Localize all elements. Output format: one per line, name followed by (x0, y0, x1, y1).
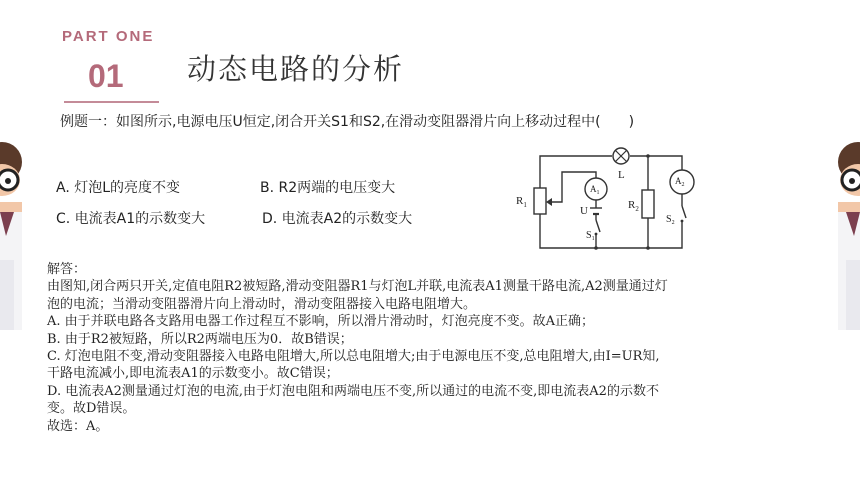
answer-line: B. 由于R2被短路，所以R2两端电压为0．故B错误； (47, 331, 353, 347)
part-number: 01 (88, 58, 124, 94)
switch-s1 (596, 220, 600, 232)
answer-line: 由图知,闭合两只开关,定值电阻R2被短路,滑动变阻器R1与灯泡L并联,电流表A1测量干路电流,A2测量通过灯 (47, 279, 668, 295)
label-s1: $S_1$ (586, 230, 595, 242)
answer-line: 干路电流减小,即电流表A1的示数变小。故C错误； (47, 366, 339, 382)
part-label: PART ONE (62, 28, 155, 45)
option-d: D. 电流表A2的示数变大 (262, 211, 413, 227)
answer-line: D. 电流表A2测量通过灯泡的电流,由于灯泡电阻和两端电压不变,所以通过的电流不变,即电流表A2的示数不 (47, 383, 659, 399)
question-text: 例题一：如图所示,电源电压U恒定,闭合开关S1和S2,在滑动变阻器滑片向上移动过程中( ) (60, 114, 635, 130)
option-a: A. 灯泡L的亮度不变 (56, 180, 181, 196)
cartoon-scientist-icon (0, 140, 22, 330)
answer-line: 解答： (47, 262, 87, 277)
label-u: U (580, 205, 588, 217)
answer-line: 故选：A。 (47, 418, 109, 434)
label-a1: $A_1$ (590, 184, 600, 196)
circuit-diagram (514, 142, 700, 254)
part-divider (64, 101, 159, 103)
answer-line: 泡的电流；当滑动变阻器滑片向上滑动时，滑动变阻器接入电路电阻增大。 (47, 296, 477, 312)
option-c: C. 电流表A1的示数变大 (56, 211, 206, 227)
label-r1: $R_1$ (516, 195, 527, 209)
label-a2: $A_2$ (675, 176, 685, 188)
answer-line: A. 由于并联电路各支路用电器工作过程互不影响，所以滑片滑动时，灯泡亮度不变。故A正确； (47, 314, 595, 330)
answer-block (47, 261, 817, 435)
switch-s2 (682, 206, 686, 218)
option-b: B. R2两端的电压变大 (260, 180, 396, 196)
label-lamp: L (618, 169, 625, 181)
slider-arrowhead (546, 198, 552, 206)
page-title: 动态电路的分析 (187, 52, 405, 86)
label-s2: $S_2$ (666, 214, 675, 226)
answer-line: 变。故D错误。 (47, 401, 136, 417)
cartoon-scientist-icon (838, 140, 860, 330)
answer-line: C. 灯泡电阻不变,滑动变阻器接入电路电阻增大,所以总电阻增大;由于电源电压不变,总电阻增大,由I=UR知, (47, 349, 660, 365)
label-r2: $R_2$ (628, 199, 639, 213)
